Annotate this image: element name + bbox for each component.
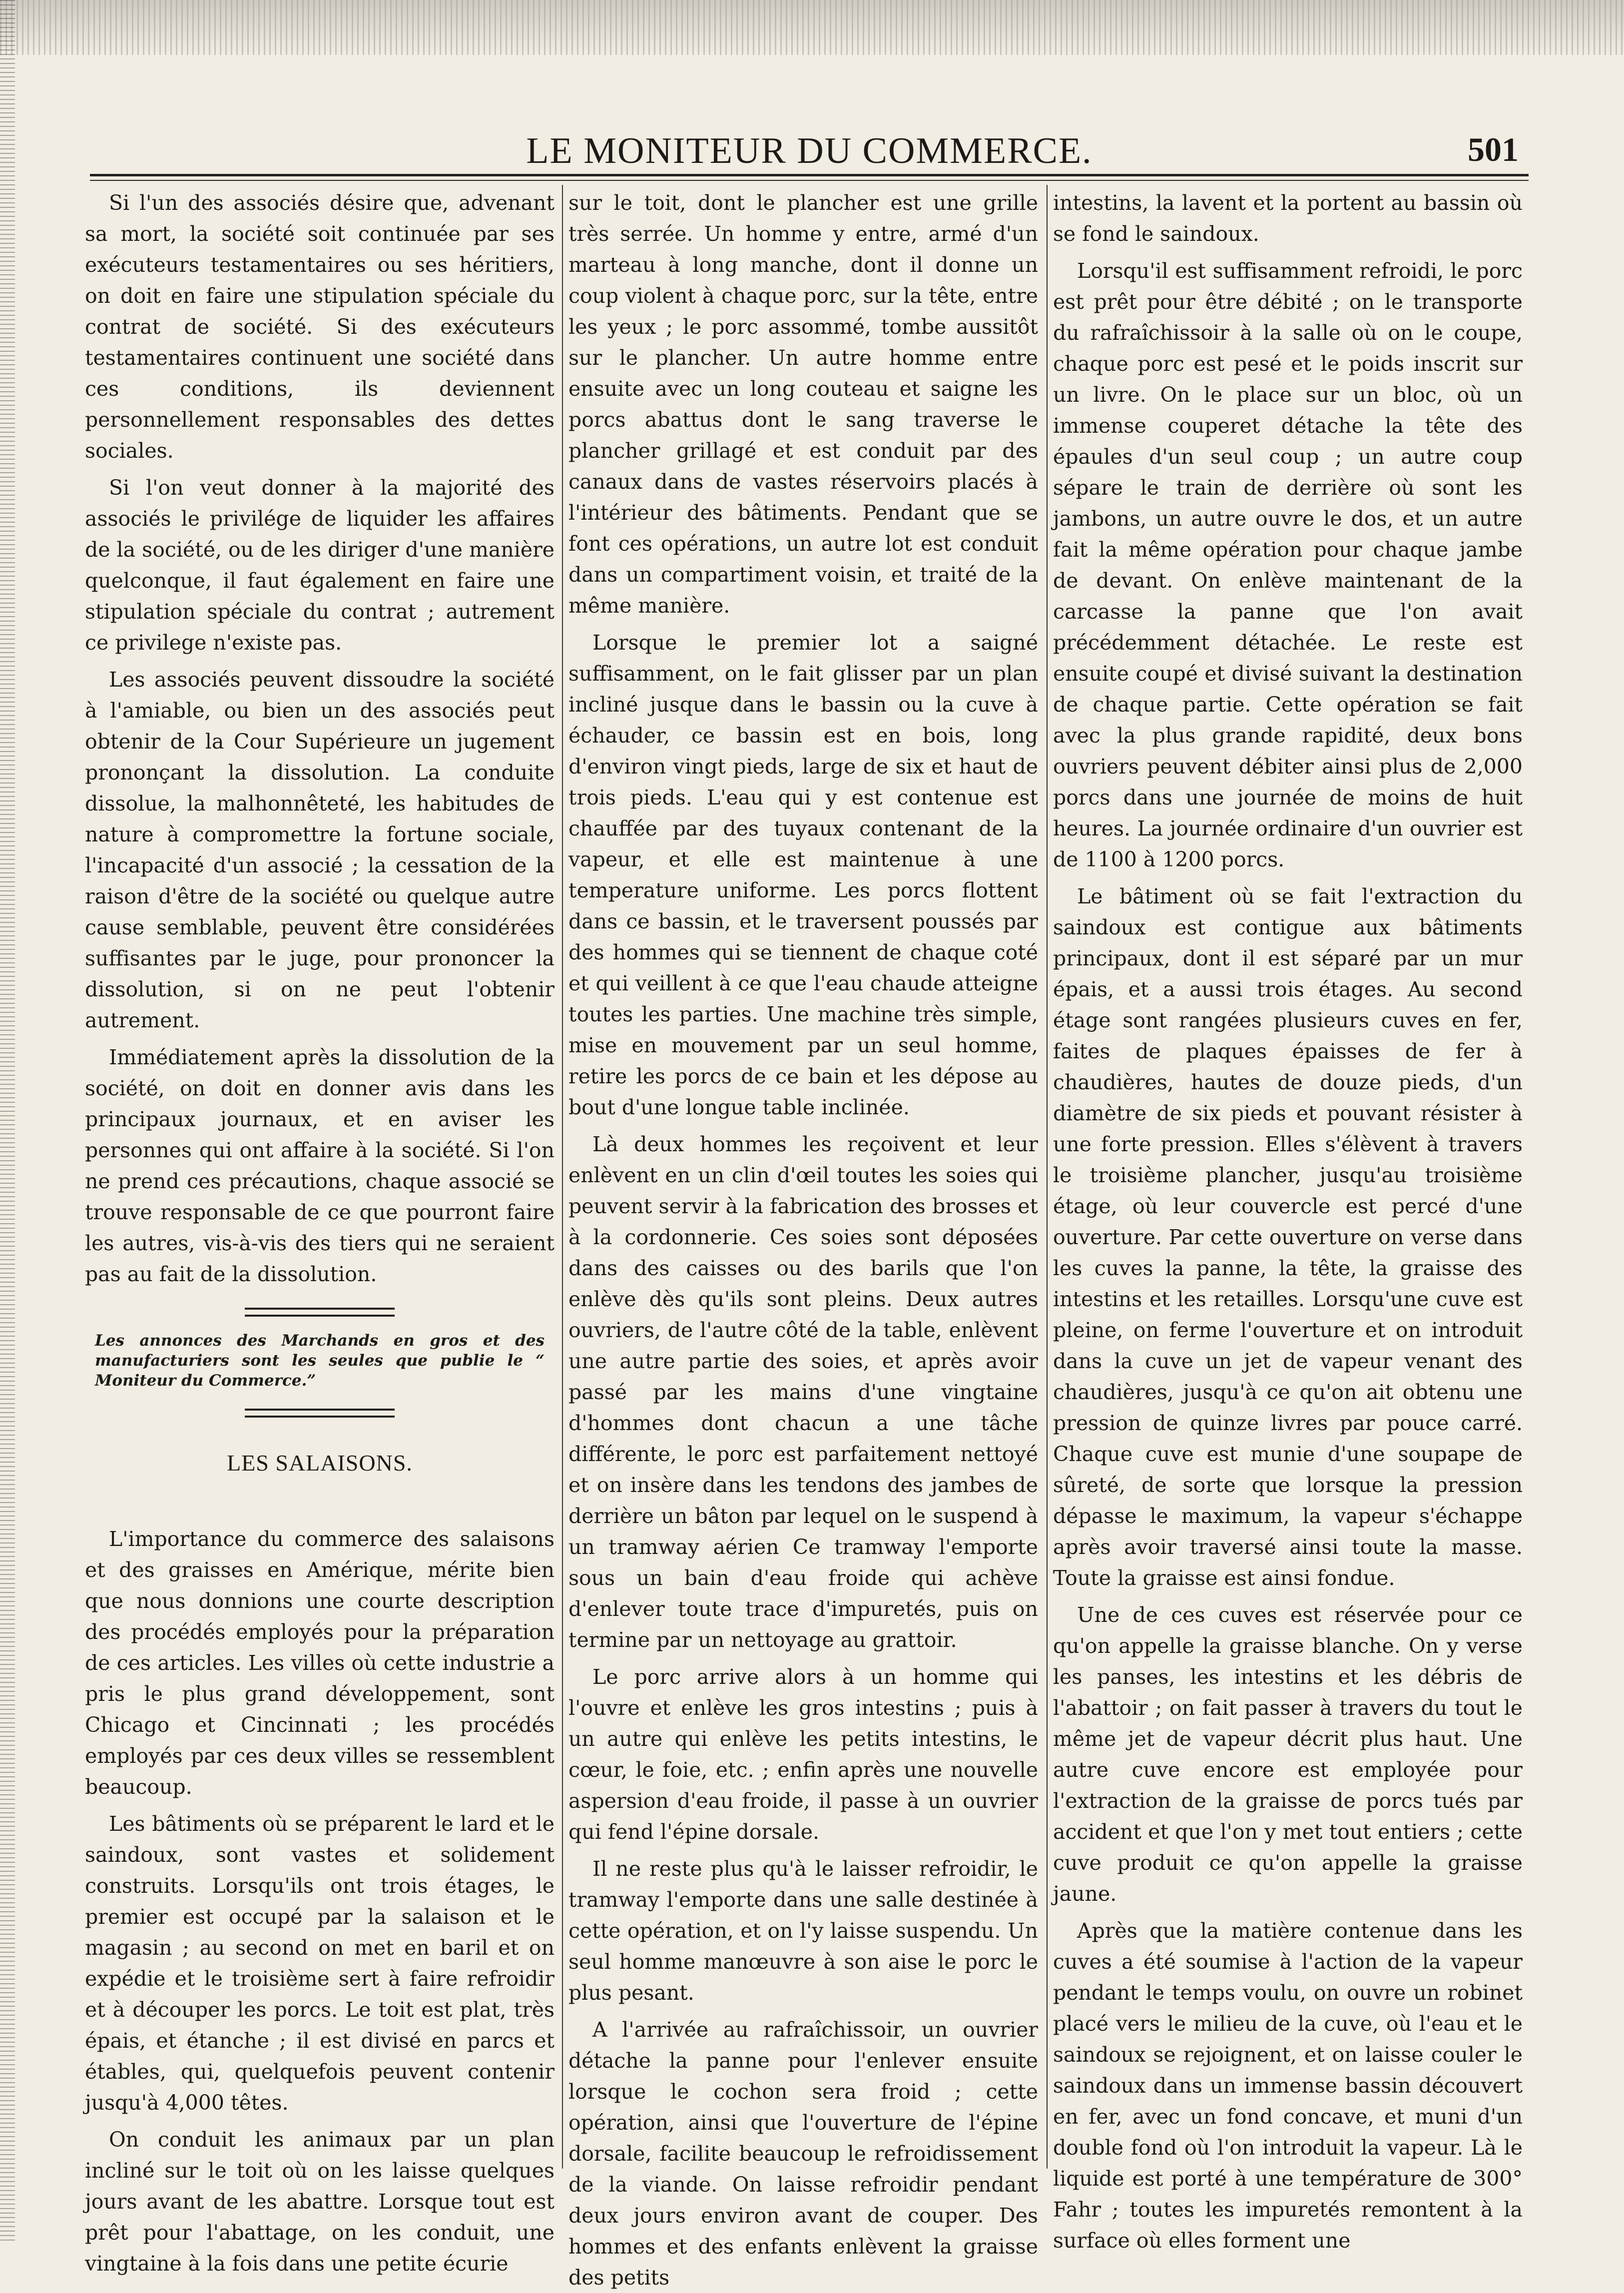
paragraph: Le porc arrive alors à un homme qui l'ouvre et enlève les gros intestins ; puis à un autre qui enlève les petits intestins, le cœur, le foie, etc. ; enfin après une nouvelle aspersion d'eau froide, il passe à un ouvrier qui fend l'épine dorsale. [568,1665,1038,1844]
paragraph: Les associés peuvent dissoudre la société à l'amiable, ou bien un des associés peut obtenir de la Cour Supérieure un jugement prononçant la dissolution. La conduite dissolue, la malhonnêteté, les habitudes de nature à compromettre la fortune sociale, l'incapacité d'un associé ; la cessation de la raison d'être de la société ou quelque autre cause semblable, peuvent être considérées suffisantes par le juge, pour prononcer la dissolution, si on ne peut l'obtenir autrement. [85,668,554,1032]
paragraph: Les bâtiments où se préparent le lard et le saindoux, sont vastes et solidement construits. Lorsqu'ils ont trois étages, le premier est occupé par la salaison et le magasin ; au second on met en baril et on expédie et le troisième sert à faire refroidir et à découper les porcs. Le toit est plat, très épais, et étanche ; il est divisé en parcs et étables, qui, quelquefois peuvent contenir jusqu'à 4,000 têtes. [85,1812,554,2115]
paragraph: Lorsque le premier lot a saigné suffisamment, on le fait glisser par un plan incliné jusque dans le bassin ou la cuve à échauder, ce bassin est en bois, long d'environ vingt pieds, large de six et haut de trois pieds. L'eau qui y est contenue est chauffée par des tuyaux contenant de la vapeur, et elle est maintenue à une temperature uniforme. Les porcs flottent dans ce bassin, et le traversent poussés par des hommes qui se tiennent de chaque coté et qui veillent à ce que l'eau chaude atteigne toutes les parties. Une machine très simple, mise en mouvement par un seul homme, retire les porcs de ce bain et les dépose au bout d'une longue table inclinée. [568,631,1038,1119]
paragraph: Il ne reste plus qu'à le laisser refroidir, le tramway l'emporte dans une salle destinée à cette opération, et on l'y laisse suspendu. Un seul homme manœuvre à son aise le porc le plus pesant. [568,1857,1038,2005]
scan-left-edge [0,0,15,2243]
paragraph-continuation: intestins, la lavent et la portent au bassin où se fond le saindoux. [1053,191,1523,246]
separator-rule [245,1409,395,1418]
header-rule [90,174,1529,176]
column-divider-2 [1047,185,1048,2169]
paragraph: L'importance du commerce des salaisons et des graisses en Amérique, mérite bien que nous donnions une courte description des procédés employés pour la préparation de ces articles. Les villes où cette industrie a pris le plus grand développement, sont Chicago et Cincinnati ; les procédés employés par ces deux villes se ressemblent beaucoup. [85,1527,554,1799]
paragraph: Le bâtiment où se fait l'extraction du saindoux est contigue aux bâtiments principaux, dont il est séparé par un mur épais, et a aussi trois étages. Au second étage sont rangées plusieurs cuves en fer, faites de plaques épaisses de fer à chaudières, hautes de douze pieds, d'un diamètre de six pieds et pouvant résister à une forte pression. Elles s'élèvent à travers le troisième plancher, jusqu'au troisième étage, où leur couvercle est percé d'une ouverture. Par cette ouverture on verse dans les cuves la panne, la tête, la graisse des intestins et les retailles. Lorsqu'une cuve est pleine, on ferme l'ouverture et on introduit dans la cuve un jet de vapeur venant des chaudières, jusqu'à ce qu'on ait obtenu une pression de quinze livres par pouce carré. Chaque cuve est munie d'une soupape de sûreté, de sorte que lorsque la pression dépasse le maximum, la vapeur s'échappe après avoir traversé ainsi toute la masse. Toute la graisse est ainsi fondue. [1053,884,1523,1590]
paragraph: Une de ces cuves est réservée pour ce qu'on appelle la graisse blanche. On y verse les panses, les intestins et les débris de l'abattoir ; on fait passer à travers du tout le même jet de vapeur décrit plus haut. Une autre cuve encore est employée pour l'extraction de la graisse de porcs tués par accident et que l'on y met tout entiers ; cette cuve produit ce qu'on appelle la graisse jaune. [1053,1603,1523,1906]
paragraph: Si l'on veut donner à la majorité des associés le privilége de liquider les affaires de la société, ou de les diriger d'une manière quelconque, il faut également en faire une stipulation spéciale du contrat ; autrement ce privilege n'existe pas. [85,476,554,655]
header-rule-thin [90,180,1529,181]
scan-edge-noise [0,0,1624,55]
section-heading: LES SALAISONS. [227,1450,413,1476]
column-1 [85,187,554,2276]
paragraph-continuation: sur le toit, dont le plancher est une grille très serrée. Un homme y entre, armé d'un marteau à long manche, dont il donne un coup violent à chaque porc, sur la tête, entre les yeux ; le porc assommé, tombe aussitôt sur le plancher. Un autre homme entre ensuite avec un long couteau et saigne les porcs abattus dont le sang traverse le plancher grillagé et est conduit par des canaux dans de vastes réservoirs placés à l'intérieur des bâtiments. Pendant que se font ces opérations, un autre lot est conduit dans un compartiment voisin, et traité de la même manière. [568,191,1038,618]
page-number: 501 [1468,130,1519,168]
column-divider-1 [562,185,563,2169]
paragraph: Si l'un des associés désire que, advenant sa mort, la société soit continuée par ses exécuteurs testamentaires ou ses héritiers, on doit en faire une stipulation spéciale du contrat de société. Si des exécuteurs testamentaires continuent une société dans ces conditions, ils deviennent personnellement responsables des dettes sociales. [85,191,554,463]
paragraph: A l'arrivée au rafraîchissoir, un ouvrier détache la panne pour l'enlever ensuite lorsque le cochon sera froid ; cette opération, ainsi que l'ouverture de l'épine dorsale, facilite beaucoup le refroidissement de la viande. On laisse refroidir pendant deux jours environ avant de couper. Des hommes et des enfants enlèvent la graisse des petits [568,2018,1038,2290]
page-header [90,130,1529,180]
paragraph: Immédiatement après la dissolution de la société, on doit en donner avis dans les principaux journaux, et en aviser les personnes qui ont affaire à la société. Si l'on ne prend ces précautions, chaque associé se trouve responsable de ce que pourront faire les autres, vis-à-vis des tiers qui ne seraient pas au fait de la dissolution. [85,1045,554,1286]
paragraph: Après que la matière contenue dans les cuves a été soumise à l'action de la vapeur pendant le temps voulu, on ouvre un robinet placé vers le milieu de la cuve, où l'eau et le saindoux se rejoignent, et on laisse couler le saindoux dans un immense bassin découvert en fer, avec un fond concave, et muni d'un double fond où l'on introduit la vapeur. Là le liquide est porté à une température de 300° Fahr ; toutes les impuretés remontent à la surface où elles forment une [1053,1919,1523,2253]
paragraph: On conduit les animaux par un plan incliné sur le toit où on les laisse quelques jours avant de les abattre. Lorsque tout est prêt pour l'abattage, on les conduit, une vingtaine à la fois dans une petite écurie [85,2128,554,2276]
journal-title: LE MONITEUR DU COMMERCE. [526,130,1092,171]
paragraph: Là deux hommes les reçoivent et leur enlèvent en un clin d'œil toutes les soies qui peuvent servir à la fabrication des brosses et à la cordonnerie. Ces soies sont déposées dans des caisses ou des barils que l'on enlève dès qu'ils sont pleins. Deux autres ouvriers, de l'autre côté de la table, enlèvent une autre partie des soies, et après avoir passé par les mains d'une vingtaine d'hommes dont chacun a une tâche différente, le porc est parfaitement nettoyé et on insère dans les tendons des jambes de derrière un bâton par lequel on le suspend à un tramway aérien Ce tramway l'emporte sous un bain d'eau froide qui achève d'enlever toute trace d'impuretés, puis on termine par un nettoyage au grattoir. [568,1132,1038,1652]
separator-rule [245,1308,395,1317]
paragraph: Lorsqu'il est suffisamment refroidi, le porc est prêt pour être débité ; on le transporte du rafraîchissoir à la salle où on le coupe, chaque porc est pesé et le poids inscrit sur un livre. On le place sur un bloc, où un immense couperet détache la tête des épaules d'un seul coup ; un autre coup sépare le train de derrière où sont les jambons, un autre ouvre le dos, et un autre fait la même opération pour chaque jambe de devant. On enlève maintenant de la carcasse la panne que l'on avait précédemment détachée. Le reste est ensuite coupé et divisé suivant la destination de chaque partie. Cette opération se fait avec la plus grande rapidité, deux bons ouvriers peuvent débiter ainsi plus de 2,000 porcs dans une journée de moins de huit heures. La journée ordinaire d'un ouvrier est de 1100 à 1200 porcs. [1053,259,1523,871]
column-2 [568,187,1038,2290]
column-3 [1053,187,1523,2253]
advertising-notice: Les annonces des Marchands en gros et des manufacturiers sont les seules que publie le “ Moniteur du Commerce.” [95,1332,544,1390]
